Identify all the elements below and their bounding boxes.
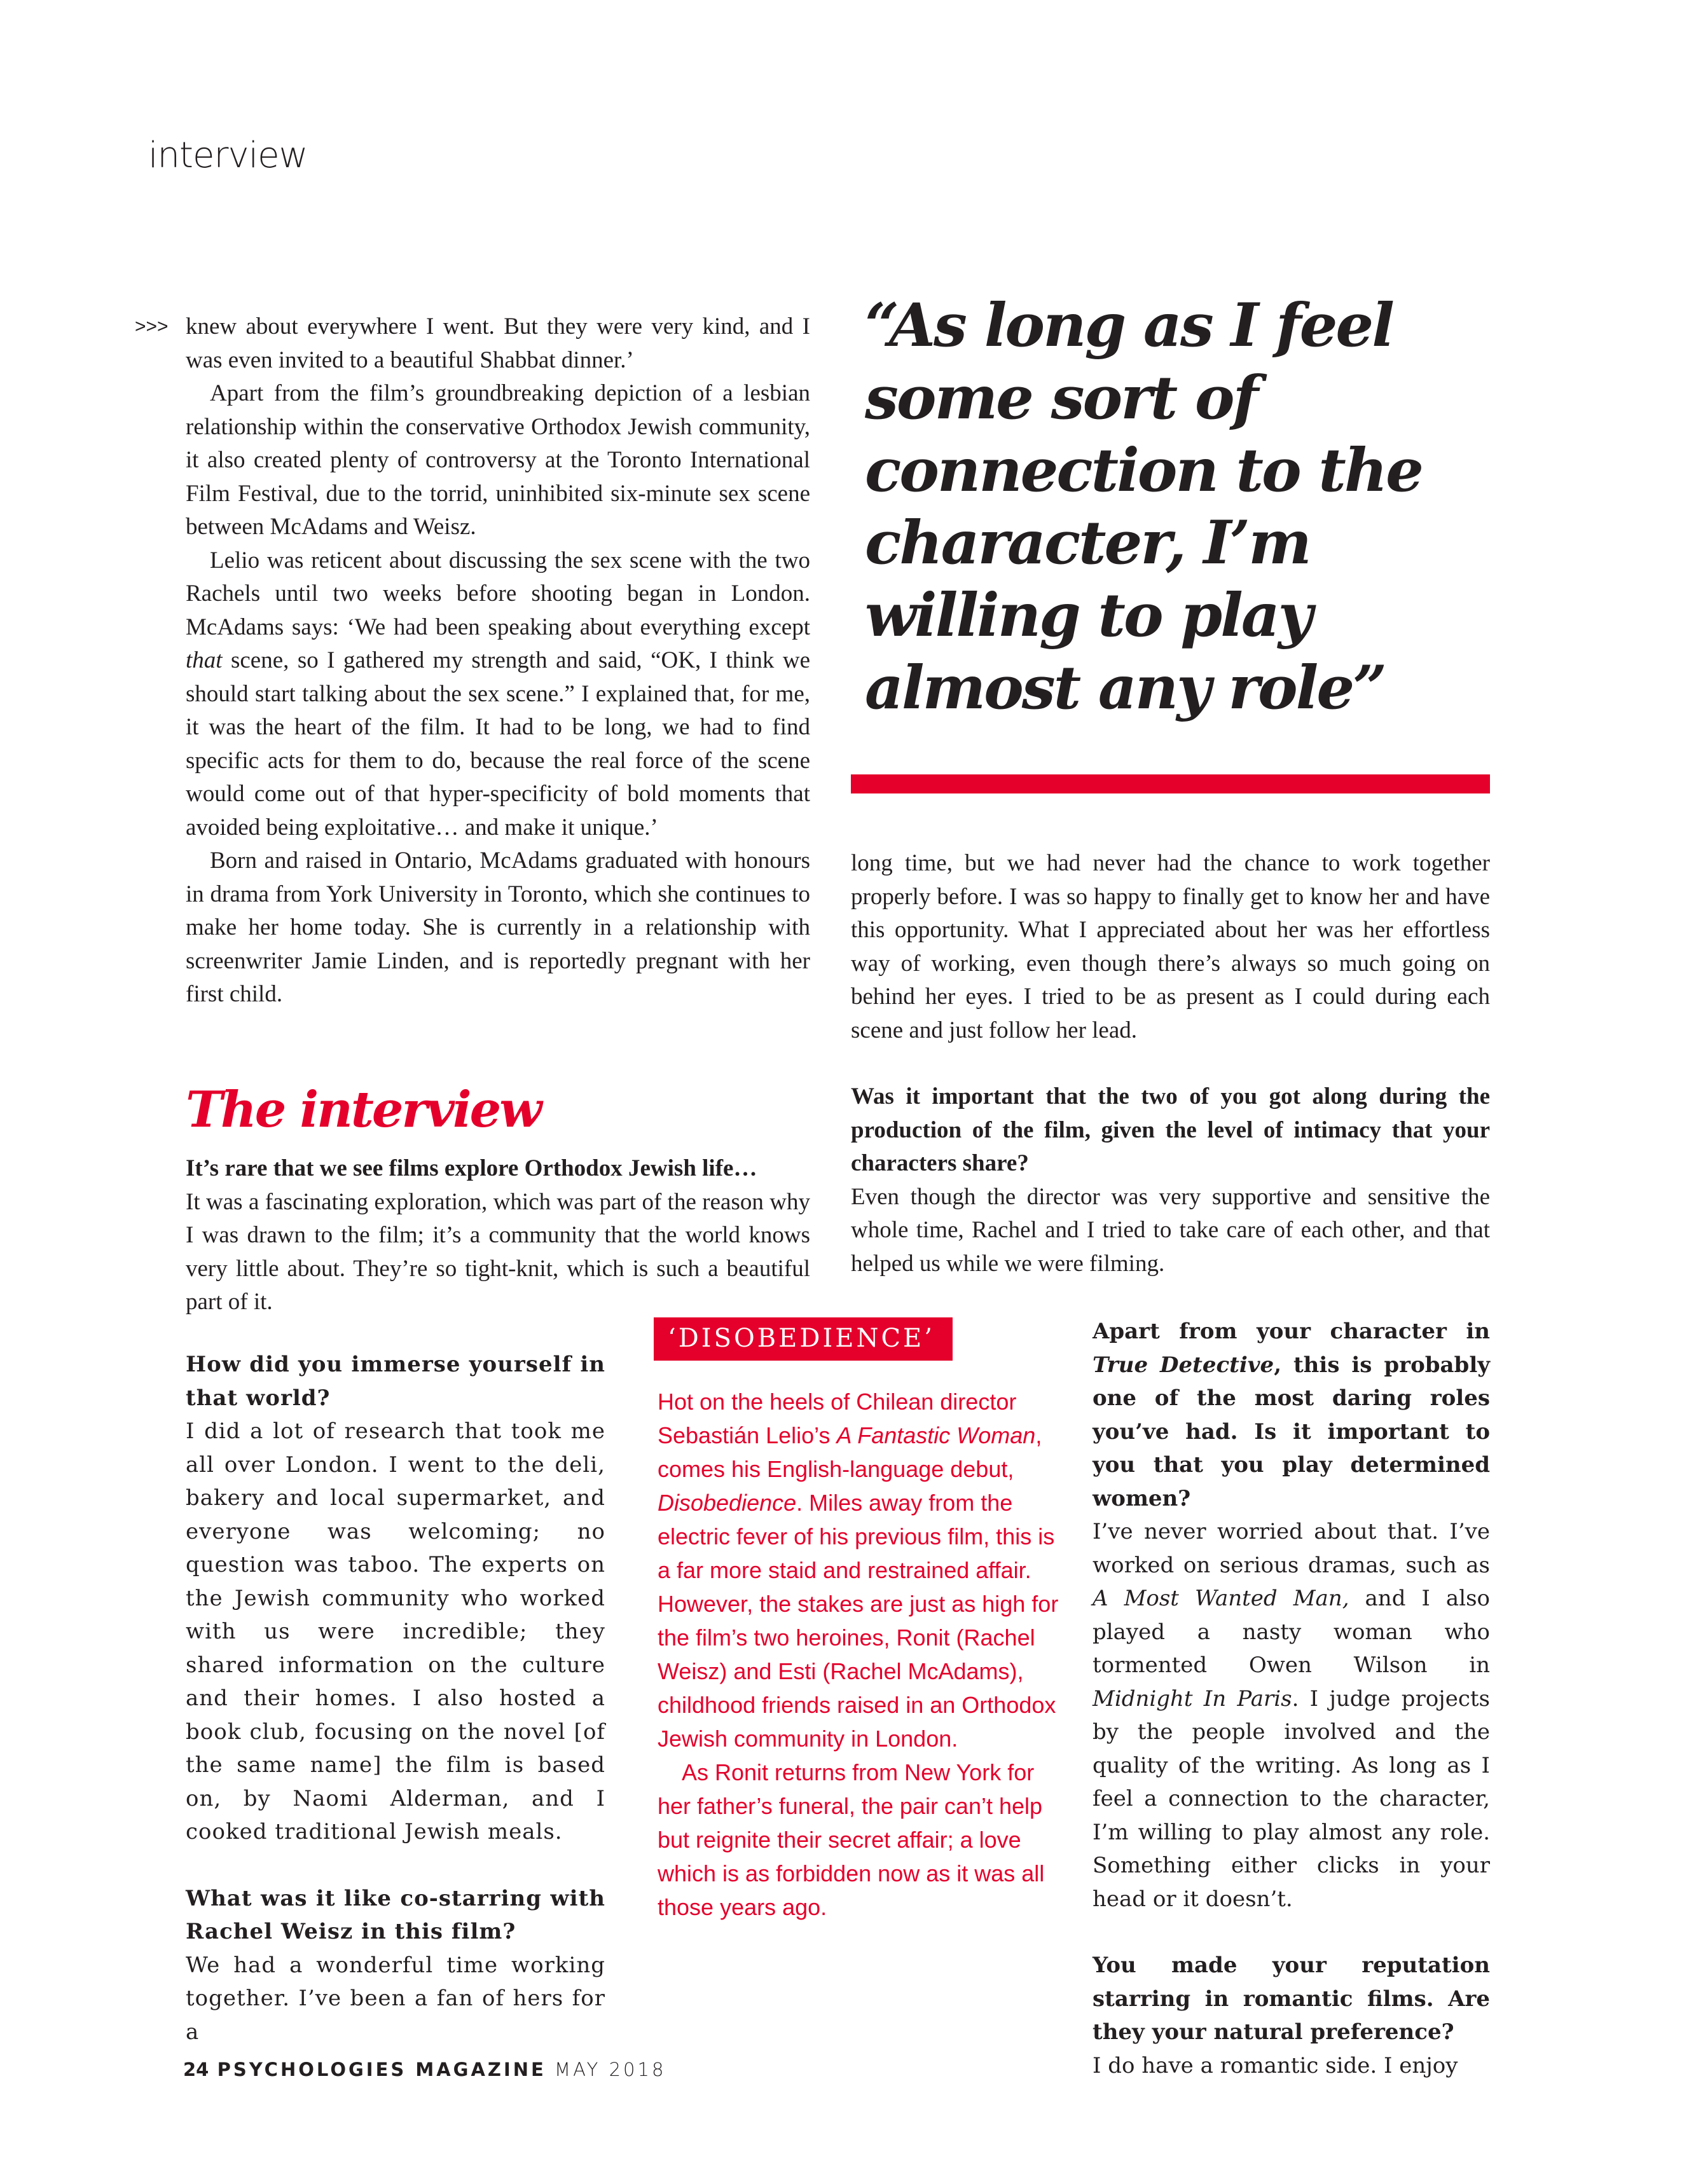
q5-a: Apart from your character in bbox=[1093, 1319, 1490, 1344]
a5-b: and I also played a nasty woman who tormented Owen Wilson in bbox=[1093, 1586, 1490, 1678]
sidebar-p1-film-title-2: Disobedience bbox=[658, 1490, 797, 1516]
answer-1: It was a fascinating exploration, which was part of the reason why I was drawn to the film; it’s a community that the world knows very little about. They’re so tight-knit, which is such a beautiful part of it. bbox=[186, 1188, 810, 1315]
page-footer bbox=[183, 2059, 666, 2080]
right-column-top bbox=[851, 847, 1490, 1281]
sidebar-text bbox=[654, 1385, 1061, 1924]
question-3: What was it like co-starring with Rachel Weisz in this film? bbox=[186, 1885, 605, 1944]
a5-a: I’ve never worried about that. I’ve worked on serious dramas, such as bbox=[1093, 1519, 1490, 1578]
answer-2: I did a lot of research that took me all over London. I went to the deli, bakery and local supermarket, and everyone was welcoming; no question was taboo. The experts on the Jewish community who worked with us were incredible; they shared information on the culture and their homes. I also hosted a book club, focusing on the novel [of the same name] the film is based on, by Naomi Alderman, and I cooked traditional Jewish meals. bbox=[186, 1418, 605, 1844]
question-1: It’s rare that we see films explore Orthodox Jewish life… bbox=[186, 1155, 757, 1181]
a5-c: . I judge projects by the people involved and the quality of the writing. As long as I feel a connection to the character, I’m willing to play almost any role. Something either clicks in your head or it doesn’t. bbox=[1093, 1686, 1490, 1912]
question-4: Was it important that the two of you got along during the production of the film, given the level of intimacy that your characters share? bbox=[851, 1083, 1490, 1176]
pull-quote-divider bbox=[851, 774, 1490, 793]
issue-date: MAY 2018 bbox=[555, 2059, 666, 2080]
q5-show-title: True Detective bbox=[1093, 1352, 1274, 1378]
section-label: interview bbox=[148, 135, 308, 176]
intro-p3-text-a: Lelio was reticent about discussing the sex scene with the two Rachels until two weeks before shooting began in London. McAdams says: ‘We had been speaking about everything except bbox=[186, 547, 810, 640]
a5-film-title-1: A Most Wanted Man, bbox=[1093, 1586, 1349, 1611]
question-6: You made your reputation starring in romantic films. Are they your natural preference? bbox=[1093, 1953, 1490, 2045]
sidebar-title: ‘DISOBEDIENCE’ bbox=[654, 1317, 953, 1361]
intro-paragraph-4: Born and raised in Ontario, McAdams graduated with honours in drama from York University in Toronto, which she continues to make her home today. She is currently in a relationship with screenwriter Jamie Linden, and is reportedly pregnant with her first child. bbox=[186, 848, 810, 1007]
sidebar-p1-film-title-1: A Fantastic Woman bbox=[836, 1422, 1036, 1448]
interview-heading: The interview bbox=[186, 1081, 541, 1139]
answer-4: Even though the director was very supportive and sensitive the whole time, Rachel and I tried to take care of each other, and that helped us while we were filming. bbox=[851, 1183, 1490, 1277]
q5-b: , this is probably one of the most daring roles you’ve had. Is it important to you that you play determined women? bbox=[1093, 1352, 1490, 1511]
page-number: 24 bbox=[183, 2059, 209, 2080]
answer-3-continued: long time, but we had never had the chance to work together properly before. I was so happy to finally get to know her and have this opportunity. What I appreciated about her was her effortless way of working, even though there’s always so much going on behind her eyes. I tried to be as present as I could during each scene and just follow her lead. bbox=[851, 850, 1490, 1043]
magazine-name: PSYCHOLOGIES MAGAZINE bbox=[217, 2059, 546, 2080]
pull-quote: “As long as I feel some sort of connection to the character, I’m willing to play almost any role” bbox=[865, 291, 1422, 723]
sidebar-p1-b: , comes his English-language debut, bbox=[658, 1422, 1042, 1482]
sidebar-paragraph-2: As Ronit returns from New York for her father’s funeral, the pair can’t help but reignite their secret affair; a love which is as forbidden now as it was all those years ago. bbox=[658, 1759, 1045, 1920]
film-sidebar bbox=[654, 1317, 1061, 1924]
intro-paragraph-1: knew about everywhere I went. But they were very kind, and I was even invited to a beautiful Shabbat dinner.’ bbox=[186, 313, 810, 373]
intro-p3-text-b: scene, so I gathered my strength and said, “OK, I think we should start talking about the sex scene.” I explained that, for me, it was the heart of the film. It had to be long, we had to find specific acts for them to do, because the real force of the scene would come out of that hyper-specificity of bold moments that avoided being exploitative… and make it unique.’ bbox=[186, 647, 810, 841]
qa-1 bbox=[186, 1152, 810, 1319]
question-5 bbox=[1093, 1315, 1490, 1515]
sidebar-paragraph-1 bbox=[658, 1385, 1061, 1755]
answer-6: I do have a romantic side. I enjoy bbox=[1093, 2052, 1458, 2078]
narrow-right-column bbox=[1093, 1315, 1490, 2082]
continuation-marker: >>> bbox=[135, 316, 169, 337]
intro-column bbox=[135, 310, 810, 1012]
sidebar-p1-c: . Miles away from the electric fever of his previous film, this is a far more staid and restrained affair. However, the stakes are just as high for the film’s two heroines, Ronit (Rachel Weisz) and Esti (Rachel McAdams), childhood friends raised in an Orthodox Jewish community in London. bbox=[658, 1490, 1059, 1752]
question-2: How did you immerse yourself in that world? bbox=[186, 1352, 605, 1411]
intro-paragraph-2: Apart from the film’s groundbreaking depiction of a lesbian relationship within the conservative Orthodox Jewish community, it also created plenty of controversy at the Toronto International Film Festival, due to the torrid, uninhibited six-minute sex scene between McAdams and Weisz. bbox=[186, 380, 810, 540]
intro-p3-emphasis: that bbox=[186, 647, 223, 673]
narrow-left-column bbox=[186, 1348, 605, 2049]
a5-film-title-2: Midnight In Paris bbox=[1093, 1686, 1292, 1712]
answer-5 bbox=[1093, 1515, 1490, 1916]
intro-paragraph-3 bbox=[186, 544, 810, 845]
answer-3-start: We had a wonderful time working together. I’ve been a fan of hers for a bbox=[186, 1952, 605, 2045]
sidebar-p1-a: Hot on the heels of Chilean director Sebastián Lelio’s bbox=[658, 1389, 1017, 1448]
